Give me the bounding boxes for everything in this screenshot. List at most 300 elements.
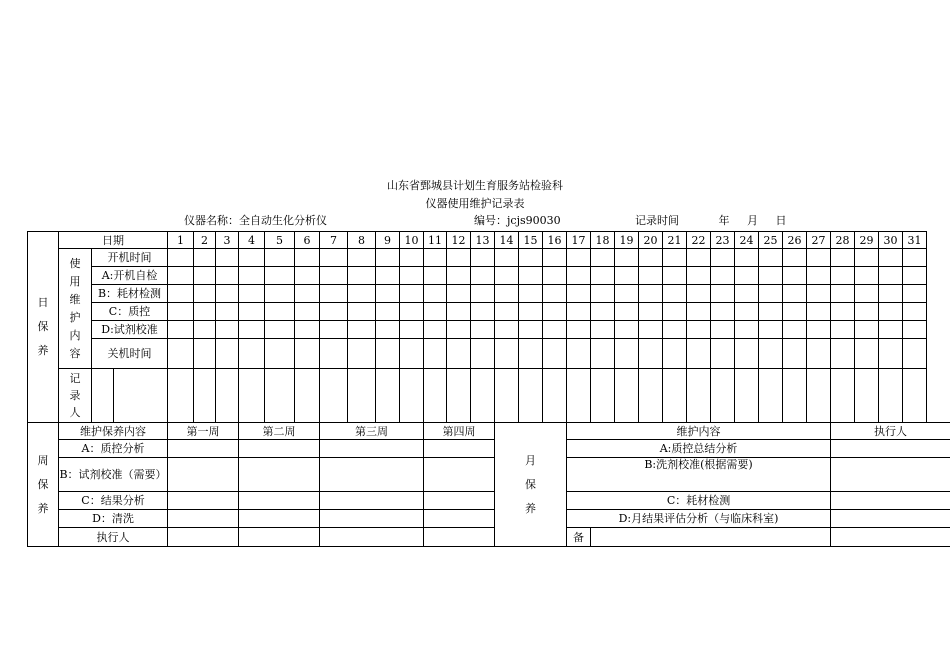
daily-entry-cell[interactable] [447, 339, 471, 369]
daily-entry-cell[interactable] [807, 267, 831, 285]
daily-entry-cell[interactable] [615, 303, 639, 321]
daily-entry-cell[interactable] [471, 285, 495, 303]
daily-entry-cell[interactable] [807, 321, 831, 339]
day-1: 1 [168, 232, 194, 249]
day-6: 6 [295, 232, 320, 249]
day-15: 15 [519, 232, 543, 249]
daily-entry-cell[interactable] [216, 285, 239, 303]
daily-entry-cell[interactable] [663, 285, 687, 303]
daily-entry-cell[interactable] [759, 339, 783, 369]
weekly-entry-cell[interactable] [424, 510, 495, 528]
daily-entry-cell[interactable] [495, 285, 519, 303]
recorder-entry-cell[interactable] [216, 369, 239, 423]
daily-entry-cell[interactable] [400, 321, 424, 339]
monthly-executor-cell[interactable] [831, 492, 950, 510]
weekly-entry-cell[interactable] [320, 458, 424, 492]
form-title: 仪器使用维护记录表 [425, 197, 525, 210]
daily-entry-cell[interactable] [471, 249, 495, 267]
weekly-item-label: B：试剂校准（需要） [59, 458, 168, 492]
daily-entry-cell[interactable] [295, 249, 320, 267]
recorder-entry-cell[interactable] [855, 369, 879, 423]
daily-entry-cell[interactable] [591, 267, 615, 285]
daily-entry-cell[interactable] [400, 267, 424, 285]
daily-entry-cell[interactable] [879, 249, 903, 267]
recorder-entry-cell[interactable] [519, 369, 543, 423]
recorder-entry-cell[interactable] [239, 369, 265, 423]
daily-entry-cell[interactable] [424, 321, 447, 339]
daily-entry-cell[interactable] [348, 285, 376, 303]
daily-entry-cell[interactable] [783, 267, 807, 285]
weekly-entry-cell[interactable] [239, 492, 320, 510]
daily-entry-cell[interactable] [711, 267, 735, 285]
daily-entry-cell[interactable] [687, 249, 711, 267]
day-8: 8 [348, 232, 376, 249]
daily-entry-cell[interactable] [376, 321, 400, 339]
daily-entry-cell[interactable] [239, 321, 265, 339]
daily-entry-cell[interactable] [447, 267, 471, 285]
daily-entry-cell[interactable] [711, 249, 735, 267]
daily-entry-cell[interactable] [471, 321, 495, 339]
weekly-executor-cell[interactable] [168, 528, 239, 547]
instrument-label: 仪器名称： [184, 214, 239, 227]
daily-entry-cell[interactable] [519, 321, 543, 339]
daily-entry-cell[interactable] [903, 249, 927, 267]
daily-entry-cell[interactable] [519, 285, 543, 303]
monthly-item-label: C：耗材检测 [567, 492, 831, 510]
recorder-label: 记 录 人 [59, 369, 92, 423]
daily-entry-cell[interactable] [903, 303, 927, 321]
weekly-entry-cell[interactable] [320, 492, 424, 510]
recorder-entry-cell[interactable] [295, 369, 320, 423]
weekly-executor-cell[interactable] [320, 528, 424, 547]
week-header: 第三周 [320, 423, 424, 440]
org-title: 山东省鄄城县计划生育服务站检验科 [387, 179, 563, 192]
recorder-entry-cell[interactable] [639, 369, 663, 423]
daily-entry-cell[interactable] [471, 267, 495, 285]
recorder-entry-cell[interactable] [903, 369, 927, 423]
monthly-executor-cell[interactable] [831, 458, 950, 492]
daily-entry-cell[interactable] [495, 303, 519, 321]
daily-entry-cell[interactable] [807, 285, 831, 303]
daily-entry-cell[interactable] [543, 267, 567, 285]
daily-entry-cell[interactable] [663, 339, 687, 369]
daily-entry-cell[interactable] [348, 303, 376, 321]
weekly-item-label: D：清洗 [59, 510, 168, 528]
daily-entry-cell[interactable] [265, 303, 295, 321]
daily-entry-cell[interactable] [711, 321, 735, 339]
daily-entry-cell[interactable] [424, 285, 447, 303]
daily-entry-cell[interactable] [348, 267, 376, 285]
daily-entry-cell[interactable] [447, 285, 471, 303]
weekly-entry-cell[interactable] [239, 510, 320, 528]
daily-entry-cell[interactable] [543, 339, 567, 369]
weekly-executor-label: 执行人 [59, 528, 168, 547]
recorder-entry-cell[interactable] [879, 369, 903, 423]
daily-entry-cell[interactable] [168, 249, 194, 267]
daily-entry-cell[interactable] [639, 321, 663, 339]
daily-entry-cell[interactable] [348, 249, 376, 267]
daily-entry-cell[interactable] [735, 249, 759, 267]
week-header: 第四周 [424, 423, 495, 440]
daily-entry-cell[interactable] [903, 267, 927, 285]
daily-entry-cell[interactable] [663, 267, 687, 285]
weekly-entry-cell[interactable] [320, 440, 424, 458]
daily-entry-cell[interactable] [759, 267, 783, 285]
daily-entry-cell[interactable] [194, 303, 216, 321]
daily-entry-cell[interactable] [687, 285, 711, 303]
weekly-item-label: C：结果分析 [59, 492, 168, 510]
daily-entry-cell[interactable] [495, 339, 519, 369]
daily-entry-cell[interactable] [855, 303, 879, 321]
daily-entry-cell[interactable] [519, 249, 543, 267]
day-14: 14 [495, 232, 519, 249]
weekly-executor-cell[interactable] [424, 528, 495, 547]
daily-entry-cell[interactable] [216, 267, 239, 285]
daily-entry-cell[interactable] [320, 285, 348, 303]
use-maintenance-label: 使 用 维 护 内 容 [59, 249, 92, 369]
daily-entry-cell[interactable] [855, 339, 879, 369]
daily-entry-cell[interactable] [424, 303, 447, 321]
daily-entry-cell[interactable] [295, 303, 320, 321]
daily-entry-cell[interactable] [265, 267, 295, 285]
daily-entry-cell[interactable] [495, 249, 519, 267]
daily-entry-cell[interactable] [447, 321, 471, 339]
daily-entry-cell[interactable] [168, 339, 194, 369]
weekly-entry-cell[interactable] [424, 440, 495, 458]
daily-entry-cell[interactable] [615, 267, 639, 285]
daily-entry-cell[interactable] [495, 267, 519, 285]
day-20: 20 [639, 232, 663, 249]
monthly-item-label: B:洗剂校准(根据需要) [567, 458, 831, 492]
recorder-entry-cell[interactable] [711, 369, 735, 423]
day-2: 2 [194, 232, 216, 249]
daily-entry-cell[interactable] [831, 285, 855, 303]
daily-entry-cell[interactable] [348, 321, 376, 339]
day-23: 23 [711, 232, 735, 249]
recorder-entry-cell[interactable] [663, 369, 687, 423]
daily-entry-cell[interactable] [194, 321, 216, 339]
daily-entry-cell[interactable] [711, 339, 735, 369]
daily-entry-cell[interactable] [879, 303, 903, 321]
daily-entry-cell[interactable] [783, 303, 807, 321]
recorder-entry-cell[interactable] [471, 369, 495, 423]
daily-entry-cell[interactable] [168, 285, 194, 303]
recorder-blank [114, 369, 168, 423]
recorder-entry-cell[interactable] [400, 369, 424, 423]
daily-entry-cell[interactable] [519, 267, 543, 285]
daily-entry-cell[interactable] [615, 339, 639, 369]
daily-entry-cell[interactable] [239, 285, 265, 303]
daily-entry-cell[interactable] [216, 249, 239, 267]
daily-entry-cell[interactable] [687, 303, 711, 321]
week-header: 第二周 [239, 423, 320, 440]
daily-entry-cell[interactable] [807, 249, 831, 267]
daily-entry-cell[interactable] [295, 339, 320, 369]
daily-entry-cell[interactable] [265, 321, 295, 339]
daily-entry-cell[interactable] [639, 339, 663, 369]
daily-entry-cell[interactable] [495, 321, 519, 339]
daily-entry-cell[interactable] [567, 285, 591, 303]
recorder-entry-cell[interactable] [591, 369, 615, 423]
day-5: 5 [265, 232, 295, 249]
day-4: 4 [239, 232, 265, 249]
daily-entry-cell[interactable] [376, 249, 400, 267]
daily-entry-cell[interactable] [295, 321, 320, 339]
weekly-entry-cell[interactable] [424, 492, 495, 510]
daily-entry-cell[interactable] [759, 249, 783, 267]
weekly-entry-cell[interactable] [168, 440, 239, 458]
day-12: 12 [447, 232, 471, 249]
daily-entry-cell[interactable] [687, 267, 711, 285]
daily-entry-cell[interactable] [239, 303, 265, 321]
daily-entry-cell[interactable] [376, 285, 400, 303]
day-27: 27 [807, 232, 831, 249]
daily-item-label: B：耗材检测 [92, 285, 168, 303]
code-number [474, 214, 561, 228]
day-3: 3 [216, 232, 239, 249]
weekly-entry-cell[interactable] [320, 510, 424, 528]
daily-entry-cell[interactable] [567, 303, 591, 321]
recorder-entry-cell[interactable] [567, 369, 591, 423]
daily-entry-cell[interactable] [239, 249, 265, 267]
day-21: 21 [663, 232, 687, 249]
daily-entry-cell[interactable] [831, 321, 855, 339]
daily-entry-cell[interactable] [807, 339, 831, 369]
daily-entry-cell[interactable] [903, 321, 927, 339]
instrument-value: 全自动生化分析仪 [239, 214, 327, 227]
daily-entry-cell[interactable] [216, 321, 239, 339]
daily-entry-cell[interactable] [295, 267, 320, 285]
daily-entry-cell[interactable] [400, 249, 424, 267]
daily-entry-cell[interactable] [663, 321, 687, 339]
daily-entry-cell[interactable] [687, 321, 711, 339]
daily-entry-cell[interactable] [168, 303, 194, 321]
daily-entry-cell[interactable] [320, 321, 348, 339]
recorder-entry-cell[interactable] [831, 369, 855, 423]
daily-entry-cell[interactable] [376, 339, 400, 369]
daily-entry-cell[interactable] [543, 321, 567, 339]
daily-entry-cell[interactable] [194, 267, 216, 285]
recorder-entry-cell[interactable] [687, 369, 711, 423]
recorder-entry-cell[interactable] [424, 369, 447, 423]
daily-entry-cell[interactable] [471, 303, 495, 321]
day-24: 24 [735, 232, 759, 249]
weekly-section-label: 周 保 养 [28, 423, 59, 547]
daily-entry-cell[interactable] [831, 303, 855, 321]
daily-entry-cell[interactable] [735, 285, 759, 303]
daily-entry-cell[interactable] [903, 339, 927, 369]
daily-item-label: D:试剂校准 [92, 321, 168, 339]
daily-entry-cell[interactable] [216, 339, 239, 369]
daily-entry-cell[interactable] [567, 249, 591, 267]
daily-entry-cell[interactable] [879, 321, 903, 339]
weekly-content-header: 维护保养内容 [59, 423, 168, 440]
daily-entry-cell[interactable] [663, 303, 687, 321]
recorder-entry-cell[interactable] [447, 369, 471, 423]
day-30: 30 [879, 232, 903, 249]
daily-entry-cell[interactable] [543, 249, 567, 267]
instrument-name [184, 214, 327, 228]
day-29: 29 [855, 232, 879, 249]
daily-entry-cell[interactable] [615, 321, 639, 339]
weekly-entry-cell[interactable] [168, 510, 239, 528]
daily-entry-cell[interactable] [591, 249, 615, 267]
recorder-entry-cell[interactable] [543, 369, 567, 423]
daily-entry-cell[interactable] [639, 249, 663, 267]
daily-entry-cell[interactable] [735, 303, 759, 321]
daily-entry-cell[interactable] [216, 303, 239, 321]
daily-entry-cell[interactable] [687, 339, 711, 369]
daily-entry-cell[interactable] [735, 339, 759, 369]
daily-entry-cell[interactable] [567, 267, 591, 285]
daily-entry-cell[interactable] [783, 321, 807, 339]
weekly-executor-cell[interactable] [239, 528, 320, 547]
daily-entry-cell[interactable] [265, 249, 295, 267]
daily-entry-cell[interactable] [879, 267, 903, 285]
recorder-entry-cell[interactable] [783, 369, 807, 423]
recorder-entry-cell[interactable] [348, 369, 376, 423]
year-label: 年 [718, 214, 730, 227]
daily-entry-cell[interactable] [567, 339, 591, 369]
daily-entry-cell[interactable] [711, 303, 735, 321]
daily-entry-cell[interactable] [879, 339, 903, 369]
daily-entry-cell[interactable] [783, 285, 807, 303]
daily-entry-cell[interactable] [424, 249, 447, 267]
daily-entry-cell[interactable] [567, 321, 591, 339]
weekly-entry-cell[interactable] [424, 458, 495, 492]
daily-entry-cell[interactable] [759, 321, 783, 339]
daily-entry-cell[interactable] [615, 249, 639, 267]
daily-entry-cell[interactable] [348, 339, 376, 369]
daily-entry-cell[interactable] [265, 285, 295, 303]
daily-entry-cell[interactable] [519, 339, 543, 369]
week-header: 第一周 [168, 423, 239, 440]
recorder-entry-cell[interactable] [376, 369, 400, 423]
recorder-entry-cell[interactable] [759, 369, 783, 423]
daily-entry-cell[interactable] [168, 267, 194, 285]
daily-item-label: C：质控 [92, 303, 168, 321]
daily-entry-cell[interactable] [639, 285, 663, 303]
daily-entry-cell[interactable] [879, 285, 903, 303]
recorder-entry-cell[interactable] [320, 369, 348, 423]
daily-entry-cell[interactable] [320, 303, 348, 321]
daily-entry-cell[interactable] [855, 249, 879, 267]
daily-entry-cell[interactable] [168, 321, 194, 339]
daily-entry-cell[interactable] [447, 303, 471, 321]
recorder-entry-cell[interactable] [735, 369, 759, 423]
daily-entry-cell[interactable] [591, 285, 615, 303]
daily-entry-cell[interactable] [194, 285, 216, 303]
daily-entry-cell[interactable] [320, 249, 348, 267]
monthly-executor-cell[interactable] [831, 440, 950, 458]
daily-entry-cell[interactable] [903, 285, 927, 303]
daily-entry-cell[interactable] [711, 285, 735, 303]
code-label: 编号： [474, 214, 507, 227]
monthly-executor-cell[interactable] [831, 510, 950, 528]
daily-entry-cell[interactable] [376, 267, 400, 285]
daily-entry-cell[interactable] [194, 339, 216, 369]
daily-entry-cell[interactable] [663, 249, 687, 267]
daily-entry-cell[interactable] [735, 267, 759, 285]
daily-entry-cell[interactable] [591, 339, 615, 369]
daily-entry-cell[interactable] [471, 339, 495, 369]
day-26: 26 [783, 232, 807, 249]
daily-entry-cell[interactable] [543, 303, 567, 321]
daily-entry-cell[interactable] [855, 267, 879, 285]
weekly-entry-cell[interactable] [239, 440, 320, 458]
daily-entry-cell[interactable] [424, 267, 447, 285]
daily-entry-cell[interactable] [376, 303, 400, 321]
daily-entry-cell[interactable] [735, 321, 759, 339]
daily-entry-cell[interactable] [400, 303, 424, 321]
daily-entry-cell[interactable] [855, 285, 879, 303]
weekly-entry-cell[interactable] [168, 458, 239, 492]
daily-entry-cell[interactable] [320, 267, 348, 285]
daily-entry-cell[interactable] [424, 339, 447, 369]
daily-entry-cell[interactable] [783, 249, 807, 267]
daily-entry-cell[interactable] [831, 339, 855, 369]
daily-entry-cell[interactable] [639, 267, 663, 285]
monthly-executor-header: 执行人 [831, 423, 950, 440]
recorder-entry-cell[interactable] [615, 369, 639, 423]
daily-entry-cell[interactable] [831, 249, 855, 267]
recorder-entry-cell[interactable] [807, 369, 831, 423]
monthly-note-executor-cell[interactable] [831, 528, 950, 547]
daily-entry-cell[interactable] [239, 339, 265, 369]
daily-entry-cell[interactable] [759, 285, 783, 303]
month-label: 月 [747, 214, 758, 227]
daily-item-label: A:开机自检 [92, 267, 168, 285]
daily-entry-cell[interactable] [591, 303, 615, 321]
weekly-entry-cell[interactable] [168, 492, 239, 510]
day-7: 7 [320, 232, 348, 249]
monthly-item-label: A:质控总结分析 [567, 440, 831, 458]
daily-entry-cell[interactable] [239, 267, 265, 285]
daily-entry-cell[interactable] [759, 303, 783, 321]
recorder-entry-cell[interactable] [194, 369, 216, 423]
daily-entry-cell[interactable] [320, 339, 348, 369]
daily-entry-cell[interactable] [519, 303, 543, 321]
monthly-section-label: 月 保 养 [495, 423, 567, 547]
monthly-note-cell[interactable] [591, 528, 831, 547]
daily-item-label: 关机时间 [92, 339, 168, 369]
daily-entry-cell[interactable] [591, 321, 615, 339]
daily-entry-cell[interactable] [400, 285, 424, 303]
day-9: 9 [376, 232, 400, 249]
daily-entry-cell[interactable] [400, 339, 424, 369]
daily-entry-cell[interactable] [543, 285, 567, 303]
weekly-entry-cell[interactable] [239, 458, 320, 492]
monthly-item-label: D:月结果评估分析（与临床科室) [567, 510, 831, 528]
daily-entry-cell[interactable] [615, 285, 639, 303]
monthly-note-label: 备 [567, 528, 591, 547]
daily-entry-cell[interactable] [194, 249, 216, 267]
daily-entry-cell[interactable] [783, 339, 807, 369]
daily-entry-cell[interactable] [807, 303, 831, 321]
recorder-entry-cell[interactable] [168, 369, 194, 423]
daily-entry-cell[interactable] [265, 339, 295, 369]
recorder-entry-cell[interactable] [265, 369, 295, 423]
day-11: 11 [424, 232, 447, 249]
daily-entry-cell[interactable] [855, 321, 879, 339]
day-28: 28 [831, 232, 855, 249]
monthly-content-header: 维护内容 [567, 423, 831, 440]
daily-entry-cell[interactable] [831, 267, 855, 285]
daily-entry-cell[interactable] [447, 249, 471, 267]
daily-entry-cell[interactable] [295, 285, 320, 303]
daily-entry-cell[interactable] [639, 303, 663, 321]
recorder-entry-cell[interactable] [495, 369, 519, 423]
